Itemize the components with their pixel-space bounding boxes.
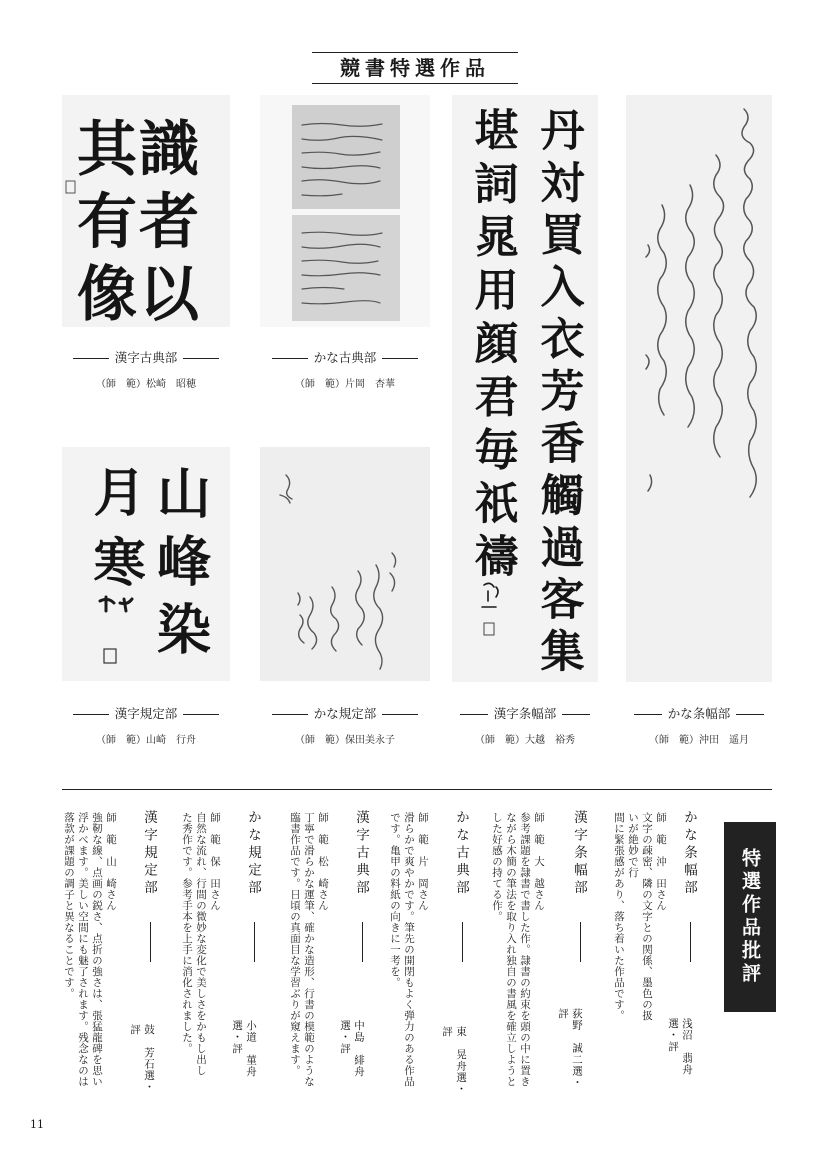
calligraphy-column-1: 識者以 <box>129 117 199 322</box>
teacher-kanji-scroll: （師 範）大越 裕秀 <box>475 735 575 746</box>
kana-classic-paper <box>260 95 430 327</box>
calligraphy-column-2: 月寒 <box>84 465 144 587</box>
kana-scroll-strokes <box>626 95 772 682</box>
critique-reviewer-kanji-rule: 鼓 芳石選・評 <box>129 1024 155 1093</box>
artwork-kanji-rule <box>62 447 230 681</box>
calligraphy-column-1: 丹対買入衣芳香觸過客集 <box>532 107 584 672</box>
kana-rule-strokes <box>260 447 430 681</box>
critique-reviewer-kana-classic: 東 晃舟選・評 <box>441 1026 467 1095</box>
heading-rule <box>254 922 255 962</box>
critique-reviewer-kanji-classic: 中島 緋舟選・評 <box>339 1020 365 1078</box>
teacher-kana-classic: （師 範）片岡 杏華 <box>295 379 395 390</box>
critique-reviewer-kana-scroll: 浅沼 翡舟選・評 <box>667 1018 693 1076</box>
calligraphy-column-1: 山峰染 <box>148 465 212 655</box>
caption-kana-classic: かな古典部 <box>260 350 430 366</box>
teacher-kana-rule: （師 範）保田美永子 <box>295 735 395 746</box>
critique-body-kanji-classic: 師 範 松 崎さん 丁寧で滑らかな運筆、確かな造形、行書の模範のような 臨書作品です。日頃の真面目な学習ぶりが窺えます。 <box>289 812 329 1087</box>
critique-heading-kana-scroll: かな条幅部 <box>681 810 697 898</box>
heading-rule <box>580 922 581 962</box>
page-title: 競書特選作品 <box>312 52 518 84</box>
caption-kana-scroll: かな条幅部 <box>626 706 772 722</box>
critique-heading-kana-classic: かな古典部 <box>453 810 469 898</box>
seal-stamp <box>104 649 116 663</box>
calligraphy-column-2: 堪詞晁用顔君毎祇禱 <box>466 107 518 577</box>
critique-heading-kana-rule: かな規定部 <box>245 810 261 898</box>
critique-badge: 特選作品批評 <box>724 822 776 1012</box>
caption-kana-rule: かな規定部 <box>260 706 430 722</box>
page-number: 11 <box>30 1118 44 1131</box>
heading-rule <box>690 922 691 962</box>
teacher-kanji-rule: （師 範）山崎 行舟 <box>96 735 196 746</box>
critique-body-kanji-rule: 師 範 山 崎さん 強靭な線、点画の鋭さ、点折の強さは、張猛龍碑を思い 浮かべます。美しい空間にも魅了されます。残念なのは 落款が課題の調子と異なることです。 <box>63 812 117 1087</box>
heading-rule <box>462 922 463 962</box>
critique-body-kana-rule: 師 範 保 田さん 自然な流れ、行間の微妙な変化で美しさをかもし出し た秀作です。参考手本を上手に消化されました。 <box>181 812 221 1076</box>
artwork-kana-rule <box>260 447 430 681</box>
critique-reviewer-kana-rule: 小道 菫舟選・評 <box>231 1020 257 1078</box>
critique-heading-kanji-scroll: 漢字条幅部 <box>571 810 587 898</box>
caption-kanji-scroll: 漢字条幅部 <box>452 706 598 722</box>
caption-kanji-rule: 漢字規定部 <box>62 706 230 722</box>
caption-kanji-classic: 漢字古典部 <box>62 350 230 366</box>
teacher-kanji-classic: （師 範）松崎 昭穂 <box>96 379 196 390</box>
critique-body-kana-scroll: 師 範 沖 田さん 文字の疎密、隣の文字との関係、墨色の扱いが絶妙で行 間に緊張感があり、落ち着いた作品です。 <box>613 812 667 1021</box>
artwork-kana-scroll <box>626 95 772 682</box>
calligraphy-column-2: 其有像 <box>67 117 137 322</box>
heading-rule <box>150 922 151 962</box>
artwork-kanji-classic <box>62 95 230 327</box>
critique-heading-kanji-classic: 漢字古典部 <box>353 810 369 898</box>
heading-rule <box>362 922 363 962</box>
section-divider <box>62 789 772 790</box>
calligraphy-kanji-classic <box>62 95 230 327</box>
critique-heading-kanji-rule: 漢字規定部 <box>141 810 157 898</box>
seal-stamp <box>484 623 494 635</box>
calligraphy-kanji-rule <box>62 447 230 681</box>
teacher-kana-scroll: （師 範）沖田 遥月 <box>649 735 749 746</box>
calligraphy-kanji-scroll <box>452 95 598 682</box>
artwork-kana-classic <box>260 95 430 327</box>
critique-reviewer-kanji-scroll: 荻野 誠二選・評 <box>557 1008 583 1089</box>
critique-body-kanji-scroll: 師 範 大 越さん 参考課題を隷書で書した作。隷書の約束を頭の中に置き ながら木簡の筆法を取り入れ独自の書風を確立しようと した好感の持てる作。 <box>491 812 545 1087</box>
critique-body-kana-classic: 師 範 片 岡さん 滑らかで爽やかです。筆先の開閉もよく弾力のある作品 です。亀甲の料紙の向きに一考を。 <box>389 812 429 1087</box>
artwork-kanji-scroll <box>452 95 598 682</box>
